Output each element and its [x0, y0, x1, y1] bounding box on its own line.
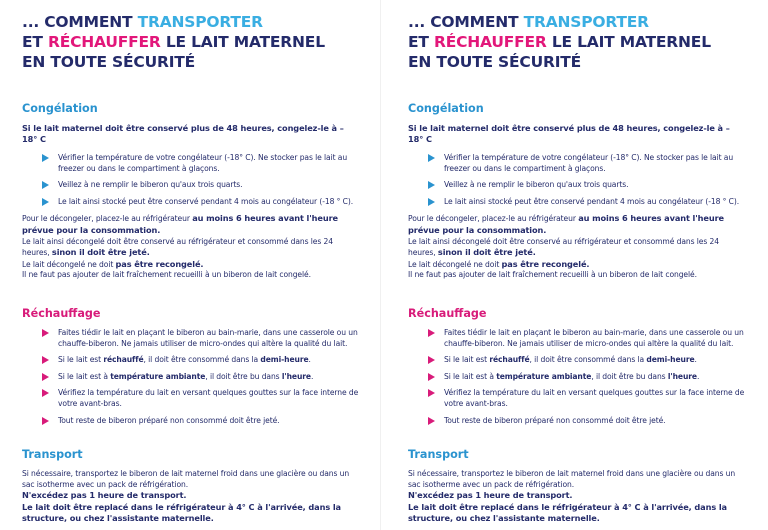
triangle-bullet-icon	[42, 356, 49, 364]
leaflet-page-right	[386, 0, 756, 530]
list-item: Faites tiédir le lait en plaçant le biberon au bain-marie, dans une casserole ou un chauffe-biberon. Ne jamais utiliser de micro-ondes qui altère la qualité du lait.	[428, 328, 746, 349]
triangle-bullet-icon	[42, 417, 49, 425]
congelation-instructions: Pour le décongeler, placez-le au réfrigérateur au moins 6 heures avant l'heure prévue pour la consommation. Le lait ainsi décongelé doit être conservé au réfrigérateur et consommé dans les 24 heures, sinon il doit être jeté. Le lait décongelé ne doit pas être recongelé. Il ne faut pas ajouter de lait fraîchement recueilli à un biberon de lait congelé.	[408, 213, 724, 280]
congelation-list	[22, 153, 360, 207]
triangle-bullet-icon	[42, 329, 49, 337]
page-divider	[380, 0, 381, 530]
congelation-lead: Si le lait maternel doit être conservé plus de 48 heures, congelez-le à – 18° C	[408, 123, 730, 144]
congelation-heading: Congélation	[408, 102, 484, 115]
congelation-instructions: Pour le décongeler, placez-le au réfrigérateur au moins 6 heures avant l'heure prévue pour la consommation. Le lait ainsi décongelé doit être conservé au réfrigérateur et consommé dans les 24 heures, sinon il doit être jeté. Le lait décongelé ne doit pas être recongelé. Il ne faut pas ajouter de lait fraîchement recueilli à un biberon de lait congelé.	[22, 213, 338, 280]
triangle-bullet-icon	[428, 154, 435, 162]
list-item: Faites tiédir le lait en plaçant le biberon au bain-marie, dans une casserole ou un chauffe-biberon. Ne jamais utiliser de micro-ondes qui altère la qualité du lait.	[42, 328, 360, 349]
rechauffage-list	[408, 328, 746, 426]
triangle-bullet-icon	[428, 329, 435, 337]
list-item: Vérifiez la température du lait en versant quelques gouttes sur la face interne de votre avant-bras.	[42, 388, 360, 409]
triangle-bullet-icon	[428, 417, 435, 425]
leaflet-page-left	[0, 0, 370, 530]
list-item: Vérifier la température de votre congélateur (-18° C). Ne stocker pas le lait au freezer ou dans le compartiment à glaçons.	[428, 153, 746, 174]
triangle-bullet-icon	[428, 389, 435, 397]
triangle-bullet-icon	[42, 198, 49, 206]
page-title: ... COMMENT TRANSPORTER ET RÉCHAUFFER LE LAIT MATERNEL EN TOUTE SÉCURITÉ	[22, 13, 325, 71]
page-title: ... COMMENT TRANSPORTER ET RÉCHAUFFER LE LAIT MATERNEL EN TOUTE SÉCURITÉ	[408, 13, 711, 71]
congelation-heading: Congélation	[22, 102, 98, 115]
list-item: Tout reste de biberon préparé non consommé doit être jeté.	[42, 416, 360, 427]
list-item: Le lait ainsi stocké peut être conservé pendant 4 mois au congélateur (-18 ° C).	[428, 197, 746, 208]
list-item: Le lait ainsi stocké peut être conservé pendant 4 mois au congélateur (-18 ° C).	[42, 197, 360, 208]
congelation-list	[408, 153, 746, 207]
transport-heading: Transport	[22, 448, 83, 462]
triangle-bullet-icon	[42, 154, 49, 162]
triangle-bullet-icon	[42, 181, 49, 189]
triangle-bullet-icon	[428, 198, 435, 206]
list-item: Si le lait est à température ambiante, il doit être bu dans l'heure.	[428, 372, 746, 383]
list-item: Tout reste de biberon préparé non consommé doit être jeté.	[428, 416, 746, 427]
triangle-bullet-icon	[428, 373, 435, 381]
rechauffage-list	[22, 328, 360, 426]
list-item: Vérifiez la température du lait en versant quelques gouttes sur la face interne de votre avant-bras.	[428, 388, 746, 409]
transport-heading: Transport	[408, 448, 469, 462]
list-item: Si le lait est réchauffé, il doit être consommé dans la demi-heure.	[42, 355, 360, 366]
rechauffage-heading: Réchauffage	[22, 306, 101, 320]
list-item: Veillez à ne remplir le biberon qu'aux trois quarts.	[428, 180, 746, 191]
triangle-bullet-icon	[42, 389, 49, 397]
transport-text: Si nécessaire, transportez le biberon de lait maternel froid dans une glacière ou dans un sac isotherme avec un pack de réfrigération. N'excédez pas 1 heure de transport. Le lait doit être replacé dans le réfrigérateur à 4° C à l'arrivée, dans la structure, ou chez l'assistante maternelle.	[22, 469, 350, 524]
list-item: Veillez à ne remplir le biberon qu'aux trois quarts.	[42, 180, 360, 191]
triangle-bullet-icon	[42, 373, 49, 381]
list-item: Si le lait est à température ambiante, il doit être bu dans l'heure.	[42, 372, 360, 383]
list-item: Si le lait est réchauffé, il doit être consommé dans la demi-heure.	[428, 355, 746, 366]
transport-text: Si nécessaire, transportez le biberon de lait maternel froid dans une glacière ou dans un sac isotherme avec un pack de réfrigération. N'excédez pas 1 heure de transport. Le lait doit être replacé dans le réfrigérateur à 4° C à l'arrivée, dans la structure, ou chez l'assistante maternelle.	[408, 469, 736, 524]
triangle-bullet-icon	[428, 181, 435, 189]
triangle-bullet-icon	[428, 356, 435, 364]
congelation-lead: Si le lait maternel doit être conservé plus de 48 heures, congelez-le à – 18° C	[22, 123, 344, 144]
list-item: Vérifier la température de votre congélateur (-18° C). Ne stocker pas le lait au freezer ou dans le compartiment à glaçons.	[42, 153, 360, 174]
rechauffage-heading: Réchauffage	[408, 306, 487, 320]
